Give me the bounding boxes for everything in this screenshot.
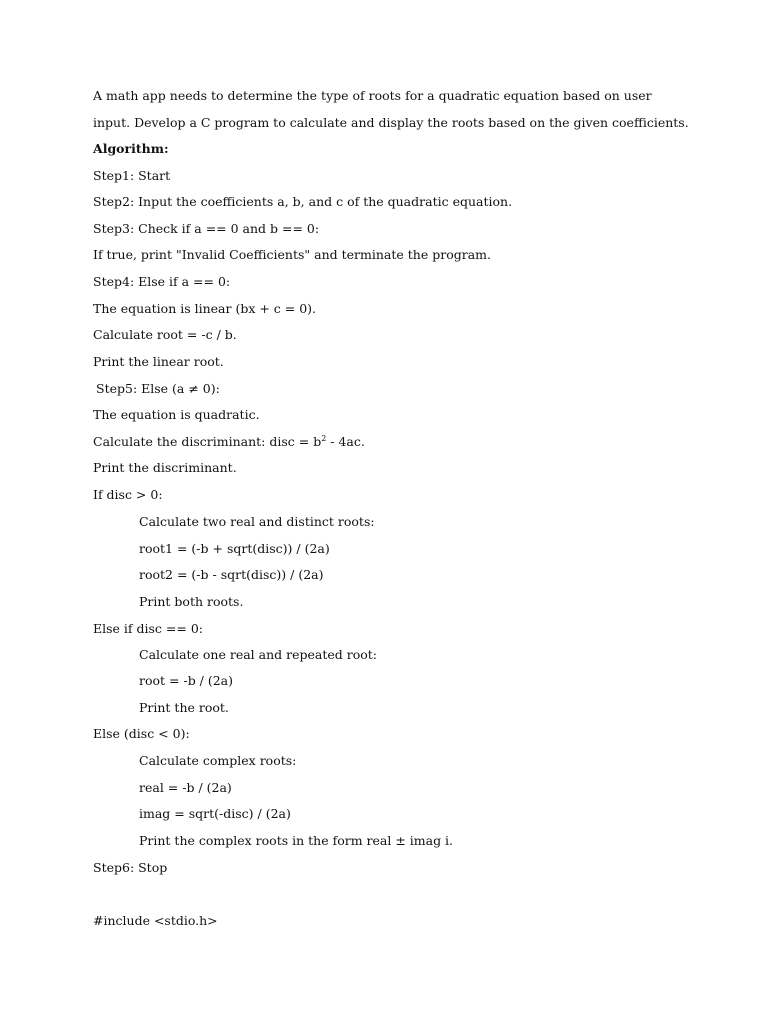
zero-calc: Calculate one real and repeated root: — [139, 647, 378, 662]
step1-text: Step1: Start — [93, 168, 171, 183]
step6-text: Step6: Stop — [93, 860, 168, 875]
step5-text: Step5: Else (a ≠ 0): — [96, 381, 220, 396]
pos-root2: root2 = (-b - sqrt(disc)) / (2a) — [139, 567, 324, 582]
neg-print: Print the complex roots in the form real ± imag i. — [139, 833, 454, 848]
neg-real: real = -b / (2a) — [139, 780, 232, 795]
intro-line-1: A math app needs to determine the type of roots for a quadratic equation based on user — [93, 88, 652, 103]
intro-line-2: input. Develop a C program to calculate and display the roots based on the given coefficients. — [93, 115, 689, 130]
step4-linear: The equation is linear (bx + c = 0). — [93, 301, 317, 316]
disc-prefix: Calculate the discriminant: disc = b — [93, 434, 322, 449]
step3-text: Step3: Check if a == 0 and b == 0: — [93, 221, 320, 236]
step4-text: Step4: Else if a == 0: — [93, 274, 231, 289]
step3-detail: If true, print "Invalid Coefficients" and terminate the program. — [93, 247, 491, 262]
disc-superscript: 2 — [321, 433, 327, 443]
pos-print: Print both roots. — [139, 594, 244, 609]
step4-calc: Calculate root = -c / b. — [93, 327, 237, 342]
zero-root: root = -b / (2a) — [139, 673, 234, 688]
algorithm-heading: Algorithm: — [93, 141, 169, 156]
else-disc-negative: Else (disc < 0): — [93, 726, 190, 741]
neg-imag: imag = sqrt(-disc) / (2a) — [139, 806, 291, 821]
disc-suffix: - 4ac. — [326, 434, 365, 449]
step5-discriminant — [93, 434, 365, 450]
code-include: #include <stdio.h> — [93, 913, 218, 928]
step2-text: Step2: Input the coefficients a, b, and c of the quadratic equation. — [93, 194, 513, 209]
neg-calc: Calculate complex roots: — [139, 753, 297, 768]
step4-print: Print the linear root. — [93, 354, 224, 369]
zero-print: Print the root. — [139, 700, 229, 715]
if-disc-positive: If disc > 0: — [93, 487, 163, 502]
pos-calc: Calculate two real and distinct roots: — [139, 514, 375, 529]
step5-quadratic: The equation is quadratic. — [93, 407, 260, 422]
if-disc-zero: Else if disc == 0: — [93, 621, 203, 636]
step5-print-disc: Print the discriminant. — [93, 460, 237, 475]
pos-root1: root1 = (-b + sqrt(disc)) / (2a) — [139, 541, 330, 556]
